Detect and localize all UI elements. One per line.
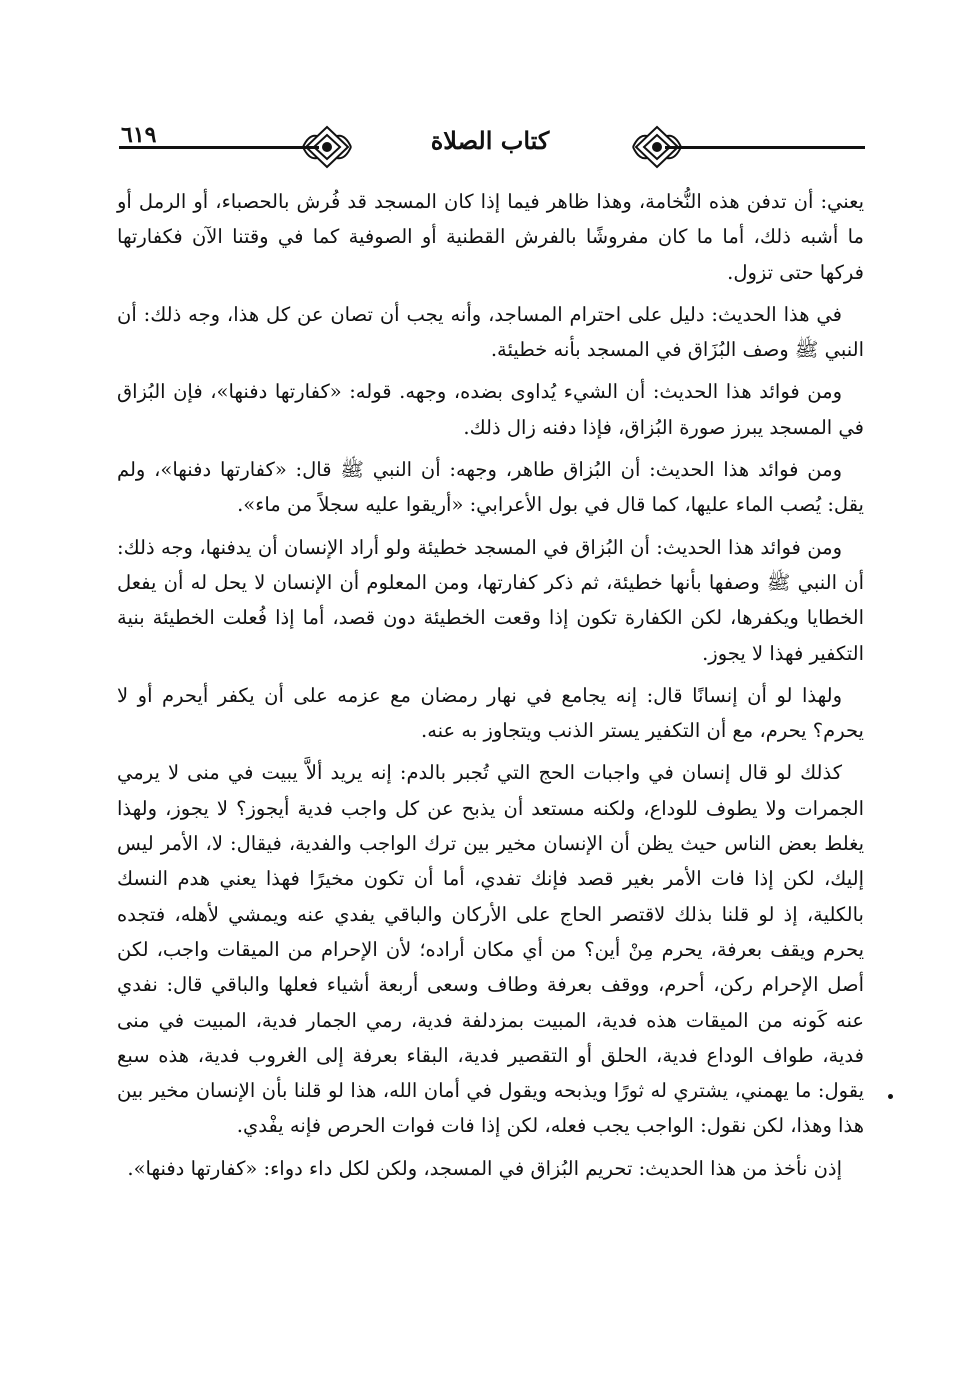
paragraph: كذلك لو قال إنسان في واجبات الحج التي تُجبر بالدم: إنه يريد ألاَّ يبيت في منى لا يرمي الجمرات ولا يطوف للوداع، ولكنه مستعد أن يذبح عن كل واجب فدية أيجوز؟ لا يجوز، ولهذا يغلط بعض الناس حيث يظن أن الإنسان مخير بين ترك الواجب والفدية، فيقال: لا، الأمر ليس إليك، لكن إذا فات الأمر بغير قصد فإنك تفدي، أما أن تكون مخيرًا فهذا يعني هدم النسك بالكلية، إذ لو قلنا بذلك لاقتصر الحاج على الأركان والباقي يفدي عنه ويمشي لأهله، فتجده يحرم ويقف بعرفة، يحرم مِنْ أين؟ من أي مكان أراده؛ لأن الإحرام من الميقات واجب، لكن أصل الإحرام ركن، أحرم، ووقف بعرفة وطاف وسعى أربعة أشياء فعلها والباقي قال: نفدي عنه كَونه من الميقات هذه فدية، المبيت بمزدلفة فدية، رمي الجمار فدية، المبيت في منى فدية، طواف الوداع فدية، الحلق أو التقصير فدية، البقاء بعرفة إلى الغروب فدية، هذه سبع يقول: ما يهمني، يشتري له ثورًا ويذبحه ويقول في أمان الله، هذا لو قلنا بأن الإنسان مخير بين هذا وهذا، لكن نقول: الواجب يجب فعله، لكن إذا فات فوات الحرص فإنه يفْدي. (117, 761, 864, 1138)
page-number: ٦١٩ (121, 122, 157, 148)
paragraph: ومن فوائد هذا الحديث: أن البُزاق في المسجد خطيئة ولو أراد الإنسان أن يدفنها، وجه ذلك: أن النبي ﷺ وصفها بأنها خطيئة، ثم ذكر كفارتها، ومن المعلوم أن الإنسان لا يحل له أن يفعل الخطايا ويكفرها، لكن الكفارة تكون إذا وقعت الخطيئة دون قصد، أما إذا فُعلت الخطيئة بنية التكفير فهذا لا يجوز. (117, 535, 864, 665)
page-header (115, 120, 865, 174)
paragraph: ومن فوائد هذا الحديث: أن البُزاق طاهر، وجهه: أن النبي ﷺ قال: «كفارتها دفنها»، ولم يقل: يُصب الماء عليها، كما قال في بول الأعرابي: «أريقوا عليه سجلاً من ماء». (117, 458, 864, 517)
page-title: كتاب الصلاة (430, 126, 550, 155)
paragraph: في هذا الحديث: دليل على احترام المساجد، وأنه يجب أن تصان عن كل هذا، وجه ذلك: أن النبي ﷺ وصف البُزَاق في المسجد بأنه خطيئة. (117, 302, 864, 362)
ornament-left-icon (301, 124, 353, 170)
page-body (117, 184, 864, 1193)
header-rule-right (665, 146, 865, 149)
paragraph: ولهذا لو أن إنسانًا قال: إنه يجامع في نهار رمضان مع عزمه على أن يكفر أيحرم أو لا يحرم؟ يحرم، مع أن التكفير يستر الذنب ويتجاوز به عنه. (117, 683, 864, 743)
margin-dot (888, 1094, 893, 1099)
ornament-right-icon (631, 124, 683, 170)
paragraph: يعني: أن تدفن هذه النُّخامة، وهذا ظاهر فيما إذا كان المسجد قد فُرش بالحصباء، أو الرمل أو ما أشبه ذلك، أما ما كان مفروشًا بالفرش القطنية أو الصوفية كما في وقتنا الآن فكفارتها فركها حتى تزول. (117, 190, 864, 284)
paragraph: إذن نأخذ من هذا الحديث: تحريم البُزاق في المسجد، ولكن لكل داء دواء: «كفارتها دفنها». (127, 1156, 842, 1180)
paragraph: ومن فوائد هذا الحديث: أن الشيء يُداوى بضده، وجهه. قوله: «كفارتها دفنها»، فإن البُزاق في المسجد يبرز صورة البُزاق، فإذا دفنه زال ذلك. (117, 380, 864, 439)
